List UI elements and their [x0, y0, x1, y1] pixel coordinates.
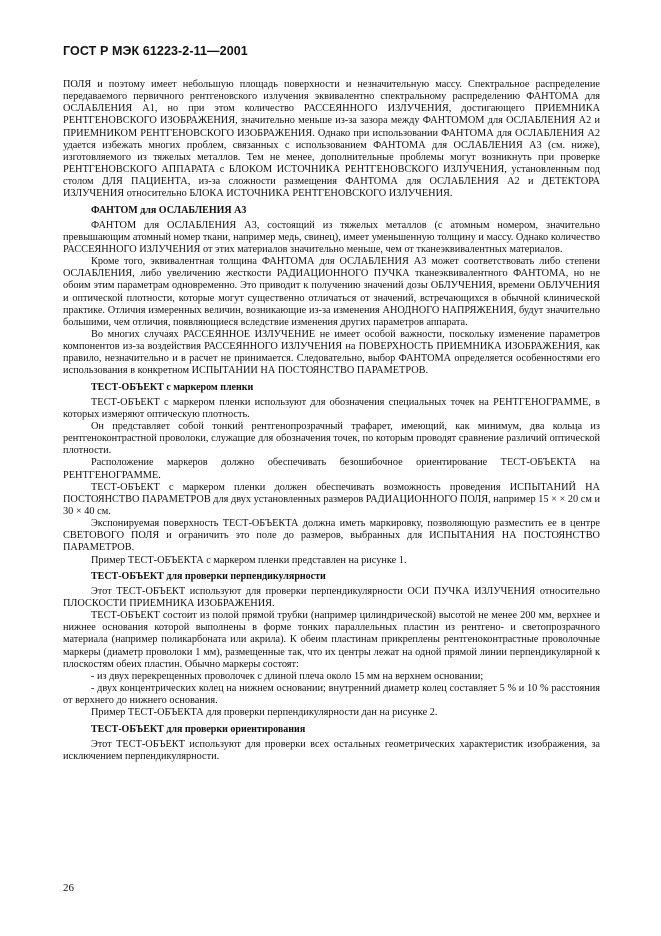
paragraph: Расположение маркеров должно обеспечивать безошибочное ориентирование ТЕСТ-ОБЪЕКТА на РЕНТГЕНОГРАММЕ.	[63, 457, 600, 481]
document-header: ГОСТ Р МЭК 61223-2-11—2001	[63, 44, 248, 58]
paragraph: Этот ТЕСТ-ОБЪЕКТ используют для проверки перпендикулярности ОСИ ПУЧКА ИЗЛУЧЕНИЯ относительно ПЛОСКОСТИ ПРИЕМНИКА ИЗОБРАЖЕНИЯ.	[63, 585, 600, 609]
list-item: - двух концентрических колец на нижнем основании; внутренний диаметр колец составляет 5 % и 10 % расстояния от верхнего до нижнего основания.	[63, 683, 600, 707]
section-heading: ТЕСТ-ОБЪЕКТ с маркером пленки	[91, 381, 254, 393]
paragraph: Он представляет собой тонкий рентгенопрозрачный трафарет, имеющий, как минимум, два кольца из рентгеноконтрастной проволоки, служащие для обозначения точек, по которым проводят сравнение различий оптической плотности.	[63, 420, 600, 457]
list-item: - из двух перекрещенных проволочек с длиной плеча около 15 мм на верхнем основании;	[91, 670, 484, 682]
paragraph: ТЕСТ-ОБЪЕКТ с маркером пленки используют для обозначения специальных точек на РЕНТГЕНОГРАММЕ, в которых измеряют оптическую плотность.	[63, 396, 600, 420]
page-number: 26	[63, 882, 74, 894]
paragraph: Кроме того, эквивалентная толщина ФАНТОМА для ОСЛАБЛЕНИЯ А3 может соответствовать либо степени ОСЛАБЛЕНИЯ, либо увеличению жесткости РАДИАЦИОННОГО ПУЧКА тканеэквивалентного ФАНТОМА, но не обоим этим параметрам одновременно. Это приводит к получению значений дозы ОБЛУЧЕНИЯ, времени ОБЛУЧЕНИЯ и оптической плотности, которые могут существенно отличаться от значений, встречающихся в обычной клинической практике. Отличия измеренных величин, возникающие из-за изменения АНОДНОГО НАПРЯЖЕНИЯ, будут значительно большими, чем отличия, появляющиеся вследствие изменения других параметров аппарата.	[63, 256, 600, 328]
paragraph: Пример ТЕСТ-ОБЪЕКТА для проверки перпендикулярности дан на рисунке 2.	[91, 707, 438, 719]
section-heading: ФАНТОМ для ОСЛАБЛЕНИЯ А3	[91, 204, 247, 216]
marker-list	[63, 671, 600, 707]
paragraph: Этот ТЕСТ-ОБЪЕКТ используют для проверки всех остальных геометрических характеристик изображения, за исключением перпендикулярности.	[63, 738, 600, 762]
paragraph: ТЕСТ-ОБЪЕКТ с маркером пленки должен обеспечивать возможность проведения ИСПЫТАНИЙ НА ПОСТОЯНСТВО ПАРАМЕТРОВ для двух установленных размеров РАДИАЦИОННОГО ПОЛЯ, например 15 × × 20 см и 30 × 40 см.	[63, 481, 600, 517]
document-body	[63, 79, 600, 763]
paragraph: Во многих случаях РАССЕЯННОЕ ИЗЛУЧЕНИЕ не имеет особой важности, поскольку изменение параметров компонентов из-за воздействия РАССЕЯННОГО ИЗЛУЧЕНИЯ на ПОВЕРХНОСТЬ ПРИЕМНИКА ИЗОБРАЖЕНИЯ, как правило, незначительно и в расчет не принимается. Следовательно, выбор ФАНТОМА определяется особенностями его использования в конкретном ИСПЫТАНИИ НА ПОСТОЯНСТВО ПАРАМЕТРОВ.	[63, 328, 600, 377]
section-heading: ТЕСТ-ОБЪЕКТ для проверки перпендикулярности	[91, 570, 326, 582]
section-heading: ТЕСТ-ОБЪЕКТ для проверки ориентирования	[91, 723, 306, 735]
paragraph: Пример ТЕСТ-ОБЪЕКТА с маркером пленки представлен на рисунке 1.	[91, 554, 407, 566]
paragraph: ТЕСТ-ОБЪЕКТ состоит из полой прямой трубки (например цилиндрической) высотой не менее 200 мм, верхнее и нижнее основания которой выполнены в форме тонких параллельных пластин из рентгено- и светопрозрачного материала (например поликарбоната или акрила). К обеим пластинам прикреплены рентгеноконтрастные проволочные маркеры (диаметр проволоки 1 мм), размещенные так, что их центры лежат на одной прямой линии перпендикулярной к плоскостям обеих пластин. Обычно маркеры состоят:	[63, 610, 600, 670]
paragraph: ПОЛЯ и поэтому имеет небольшую площадь поверхности и незначительную массу. Спектральное распределение передаваемого первичного рентгеновского излучения эквивалентно спектральному распределению ФАНТОМА для ОСЛАБЛЕНИЯ А1, но при этом количество РАССЕЯННОГО ИЗЛУЧЕНИЯ, достигающего ПРИЕМНИКА РЕНТГЕНОВСКОГО ИЗОБРАЖЕНИЯ, значительно меньше из-за зазора между ФАНТОМОМ для ОСЛАБЛЕНИЯ А2 и ПРИЕМНИКОМ РЕНТГЕНОВСКОГО ИЗОБРАЖЕНИЯ. Однако при использовании ФАНТОМА для ОСЛАБЛЕНИЯ А2 удается избежать многих проблем, связанных с использованием ФАНТОМА для ОСЛАБЛЕНИЯ А3 (см. ниже), изготовляемого из тяжелых металлов. Тем не менее, дополнительные проблемы могут возникнуть при проверке РЕНТГЕНОВСКОГО АППАРАТА с БЛОКОМ ИСТОЧНИКА РЕНТГЕНОВСКОГО ИЗЛУЧЕНИЯ, установленным под столом ДЛЯ ПАЦИЕНТА, из-за сложности размещения ФАНТОМА для ОСЛАБЛЕНИЯ А2 и ДЕТЕКТОРА ИЗЛУЧЕНИЯ относительно БЛОКА ИСТОЧНИКА РЕНТГЕНОВСКОГО ИЗЛУЧЕНИЯ.	[63, 79, 600, 200]
paragraph: ФАНТОМ для ОСЛАБЛЕНИЯ А3, состоящий из тяжелых металлов (с атомным номером, значительно превышающим атомный номер ткани, например медь, свинец), имеет уменьшенную толщину и массу. Однако количество РАССЕЯННОГО ИЗЛУЧЕНИЯ от этих материалов значительно меньше, чем от тканеэквивалентных материалов.	[63, 219, 600, 255]
paragraph: Экспонируемая поверхность ТЕСТ-ОБЪЕКТА должна иметь маркировку, позволяющую разместить ее в центре СВЕТОВОГО ПОЛЯ и ограничить это поле до размеров, выбранных для ИСПЫТАНИЯ НА ПОСТОЯНСТВО ПАРАМЕТРОВ.	[63, 518, 600, 554]
